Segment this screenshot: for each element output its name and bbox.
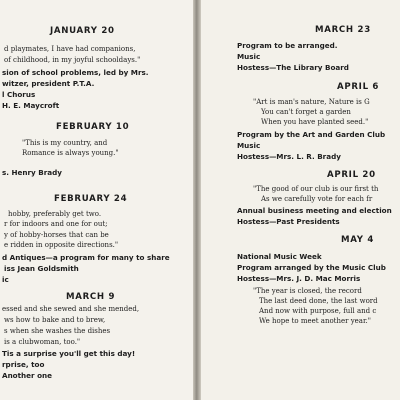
program-line: l Chorus [2,90,36,99]
program-line: Hostess—Mrs. J. D. Mac Morris [237,274,361,283]
quote-line: y of hobby-horses that can be [4,231,109,239]
program-line: Hostess—The Library Board [237,63,349,72]
quote-line: When you have planted seed." [261,118,369,126]
quote-line: As we carefully vote for each fr [261,195,373,203]
quote-line: "The year is closed, the record [253,287,362,295]
program-line: National Music Week [237,252,322,261]
program-line: Program arranged by the Music Club [237,263,386,272]
quote-line: The last deed done, the last word [259,297,378,305]
quote-line: is a clubwoman, too." [4,338,81,346]
program-line: H. E. Maycroft [2,101,60,110]
program-line: d Antiques—a program for many to share [2,253,170,262]
quote-line: s when she washes the dishes [4,327,111,335]
quote-line: d playmates, I have had companions, [4,45,136,53]
quote-line: ws how to bake and to brew, [4,316,106,324]
book-gutter [193,0,201,400]
program-line: Hostess—Mrs. L. R. Brady [237,152,341,161]
quote-line: hobby, preferably get two. [8,210,102,218]
section-heading-april-20: APRIL 20 [327,170,376,180]
program-line: sion of school problems, led by Mrs. [2,68,149,77]
quote-line: r for indoors and one for out; [4,220,108,228]
program-line: iss Jean Goldsmith [4,264,79,273]
section-heading-march-9: MARCH 9 [66,292,116,302]
section-heading-february-24: FEBRUARY 24 [54,194,128,204]
section-heading-january-20: JANUARY 20 [50,26,115,36]
program-line: s. Henry Brady [2,168,62,177]
quote-line: essed and she sewed and she mended, [2,305,140,313]
section-heading-march-23: MARCH 23 [315,25,371,35]
program-line: Music [237,52,261,61]
program-line: rprise, too [2,360,45,369]
quote-line: of childhood, in my joyful schooldays." [4,56,141,64]
section-heading-april-6: APRIL 6 [337,82,380,92]
program-line: Annual business meeting and election [237,206,392,215]
program-line: ic [2,275,9,284]
quote-line: We hope to meet another year." [259,317,371,325]
left-page [0,0,193,400]
right-page [201,0,400,400]
program-line: Music [237,141,261,150]
program-line: Program to be arranged. [237,41,338,50]
quote-line: "The good of our club is our first th [253,185,379,193]
program-line: witzer, president P.T.A. [2,79,95,88]
quote-line: "Art is man's nature, Nature is G [253,98,370,106]
program-line: Another one [2,371,53,380]
program-line: Program by the Art and Garden Club [237,130,386,139]
quote-line: e ridden in opposite directions." [4,241,119,249]
quote-line: And now with purpose, full and c [259,307,377,315]
quote-line: You can't forget a garden [261,108,351,116]
quote-line: Romance is always young." [22,149,119,157]
section-heading-february-10: FEBRUARY 10 [56,122,130,132]
quote-line: "This is my country, and [22,139,108,147]
program-line: Tis a surprise you'll get this day! [2,349,136,358]
program-line: Hostess—Past Presidents [237,217,340,226]
section-heading-may-4: MAY 4 [341,235,375,245]
